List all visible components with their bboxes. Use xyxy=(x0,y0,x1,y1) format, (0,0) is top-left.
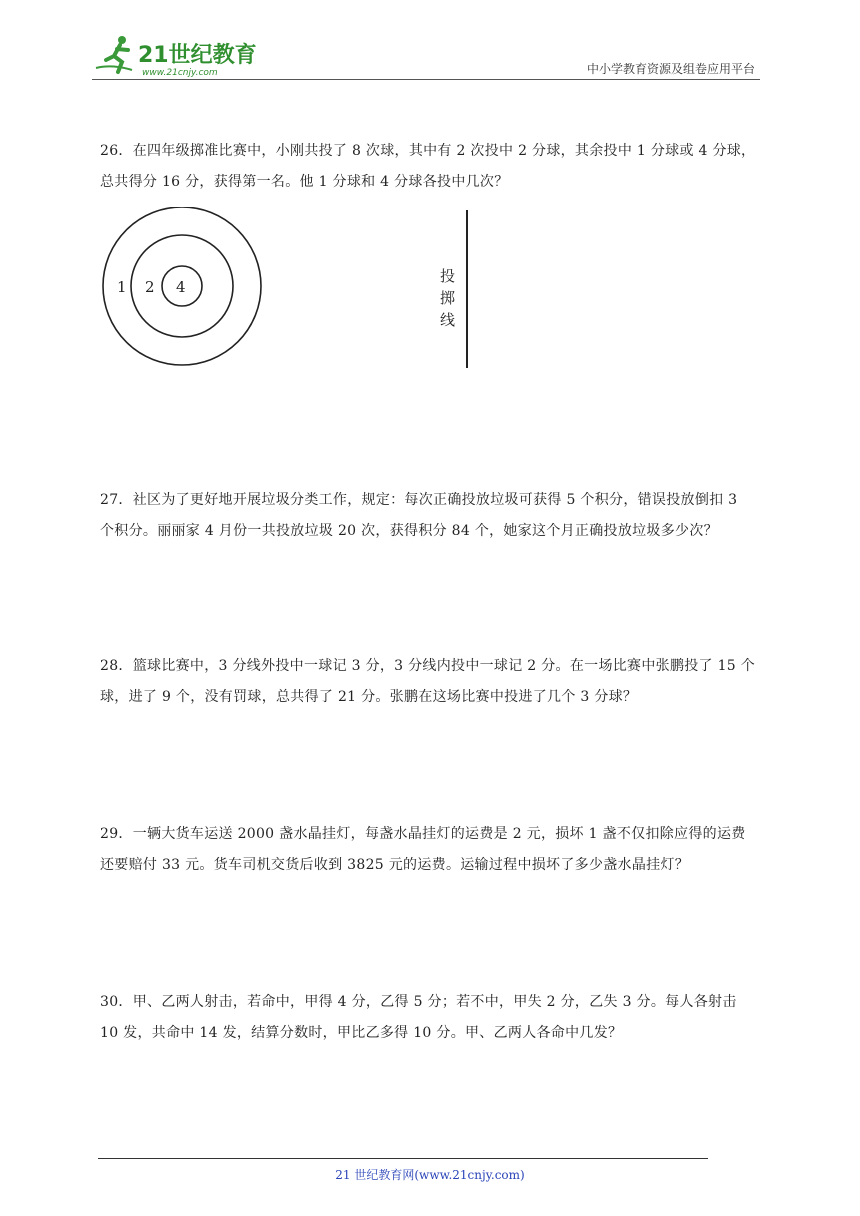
ring-label-4: 4 xyxy=(176,278,186,296)
logo-text: 21世纪教育 xyxy=(138,43,257,68)
footer-divider xyxy=(98,1158,708,1159)
question-line: 个积分。丽丽家 4 月份一共投放垃圾 20 次，获得积分 84 个，她家这个月正确投放垃圾多少次？ xyxy=(100,523,718,539)
question-line: 总共得分 16 分，获得第一名。他 1 分球和 4 分球各投中几次？ xyxy=(100,174,509,190)
throw-line-label xyxy=(440,265,456,331)
question-line: 30．甲、乙两人射击，若命中，甲得 4 分，乙得 5 分；若不中，甲失 2 分，乙失 3 分。每人各射击 xyxy=(100,994,737,1010)
ring-label-2: 2 xyxy=(145,278,155,296)
question-29 xyxy=(100,819,770,881)
question-line: 27．社区为了更好地开展垃圾分类工作，规定：每次正确投放垃圾可获得 5 个积分，错误投放倒扣 3 xyxy=(100,492,738,508)
throw-line-figure xyxy=(436,210,476,370)
throw-label-char: 掷 xyxy=(440,289,456,307)
question-line: 还要赔付 33 元。货车司机交货后收到 3825 元的运费。运输过程中损坏了多少盏水晶挂灯？ xyxy=(100,857,690,873)
target-figure xyxy=(100,207,266,373)
ring-label-1: 1 xyxy=(117,278,127,296)
question-28 xyxy=(100,651,770,713)
runner-icon xyxy=(96,36,132,72)
question-26 xyxy=(100,136,770,198)
question-27 xyxy=(100,485,770,547)
question-line: 26．在四年级掷准比赛中，小刚共投了 8 次球，其中有 2 次投中 2 分球，其余投中 1 分球或 4 分球， xyxy=(100,143,756,159)
header-platform-text: 中小学教育资源及组卷应用平台 xyxy=(586,62,755,76)
question-line: 10 发，共命中 14 发，结算分数时，甲比乙多得 10 分。甲、乙两人各命中几发？ xyxy=(100,1025,623,1041)
site-logo xyxy=(92,34,262,78)
header-divider xyxy=(92,79,760,80)
throw-label-char: 投 xyxy=(440,267,456,285)
question-line: 球，进了 9 个，没有罚球，总共得了 21 分。张鹏在这场比赛中投进了几个 3 分球？ xyxy=(100,689,638,705)
throw-line xyxy=(466,210,468,368)
question-line: 28．篮球比赛中，3 分线外投中一球记 3 分，3 分线内投中一球记 2 分。在一场比赛中张鹏投了 15 个 xyxy=(100,658,756,674)
question-30 xyxy=(100,987,770,1049)
logo-url: www.21cnjy.com xyxy=(142,68,218,78)
throw-label-char: 线 xyxy=(440,311,456,329)
question-line: 29．一辆大货车运送 2000 盏水晶挂灯，每盏水晶挂灯的运费是 2 元，损坏 1 盏不仅扣除应得的运费 xyxy=(100,826,746,842)
footer-link[interactable]: 21 世纪教育网(www.21cnjy.com) xyxy=(335,1168,525,1182)
